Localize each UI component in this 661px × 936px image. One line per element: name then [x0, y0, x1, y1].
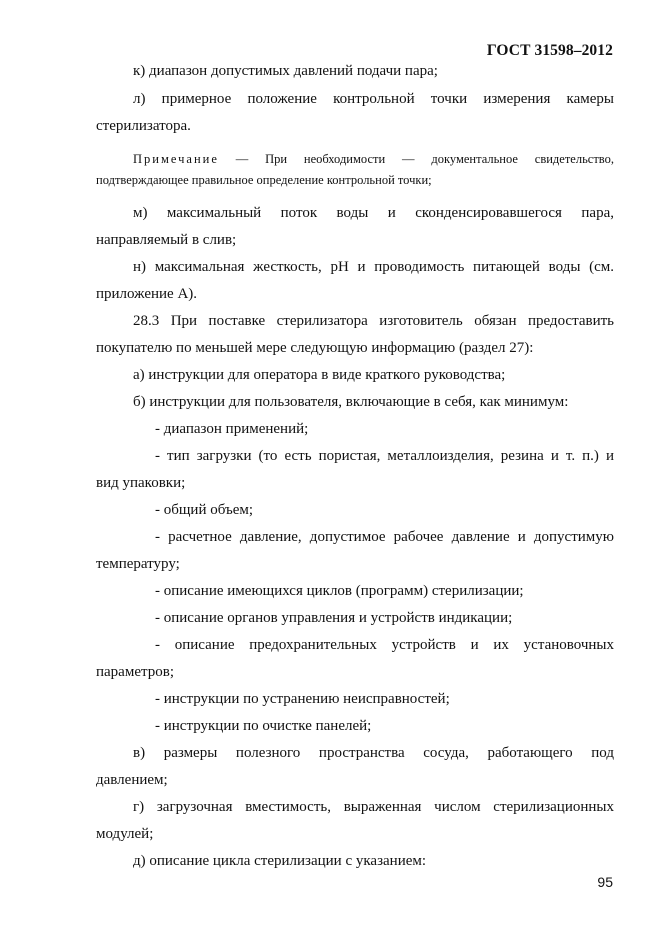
subitem-pressure-line1: - расчетное давление, допустимое рабочее давление и допустимую: [155, 529, 614, 545]
note-line2: подтверждающее правильное определение контрольной точки;: [96, 173, 432, 187]
note-label: Примечание: [133, 152, 219, 166]
item-g-line1: г) загрузочная вместимость, выраженная числом стерилизационных: [133, 799, 614, 815]
subitem-cleaning: - инструкции по очистке панелей;: [155, 718, 372, 734]
item-m-line2: направляемый в слив;: [96, 232, 237, 248]
subitem-troubleshooting: - инструкции по устранению неисправностей;: [155, 691, 450, 707]
subitem-controls: - описание органов управления и устройств индикации;: [155, 610, 513, 626]
item-v-line2: давлением;: [96, 772, 168, 788]
subitem-cycles: - описание имеющихся циклов (программ) стерилизации;: [155, 583, 524, 599]
note-text: — При необходимости — документальное свидетельство,: [218, 152, 614, 166]
document-code-header: ГОСТ 31598–2012: [486, 42, 613, 59]
item-l-line2: стерилизатора.: [96, 118, 191, 134]
item-v-line1: в) размеры полезного пространства сосуда, работающего под: [133, 745, 614, 761]
subitem-safety-line2: параметров;: [96, 664, 174, 680]
item-a: а) инструкции для оператора в виде краткого руководства;: [133, 367, 506, 383]
item-k: к) диапазон допустимых давлений подачи пара;: [133, 63, 438, 79]
item-n-line1: н) максимальная жесткость, рН и проводимость питающей воды (см.: [133, 259, 614, 275]
subitem-load-type-line1: - тип загрузки (то есть пористая, металлоизделия, резина и т. п.) и: [155, 448, 614, 464]
clause-28-3-line2: покупателю по меньшей мере следующую информацию (раздел 27):: [96, 340, 534, 356]
page-number: 95: [597, 874, 613, 890]
item-l-line1: л) примерное положение контрольной точки измерения камеры: [133, 91, 614, 107]
subitem-applications: - диапазон применений;: [155, 421, 309, 437]
subitem-safety-line1: - описание предохранительных устройств и их установочных: [155, 637, 614, 653]
subitem-volume: - общий объем;: [155, 502, 254, 518]
subitem-pressure-line2: температуру;: [96, 556, 180, 572]
item-g-line2: модулей;: [96, 826, 154, 842]
item-d: д) описание цикла стерилизации с указанием:: [133, 853, 427, 869]
item-m-line1: м) максимальный поток воды и сконденсировавшегося пара,: [133, 205, 614, 221]
item-n-line2: приложение А).: [96, 286, 198, 302]
clause-28-3-line1: 28.3 При поставке стерилизатора изготовитель обязан предоставить: [133, 313, 614, 329]
item-b: б) инструкции для пользователя, включающие в себя, как минимум:: [133, 394, 569, 410]
note-line1: [133, 151, 614, 167]
subitem-load-type-line2: вид упаковки;: [96, 475, 186, 491]
